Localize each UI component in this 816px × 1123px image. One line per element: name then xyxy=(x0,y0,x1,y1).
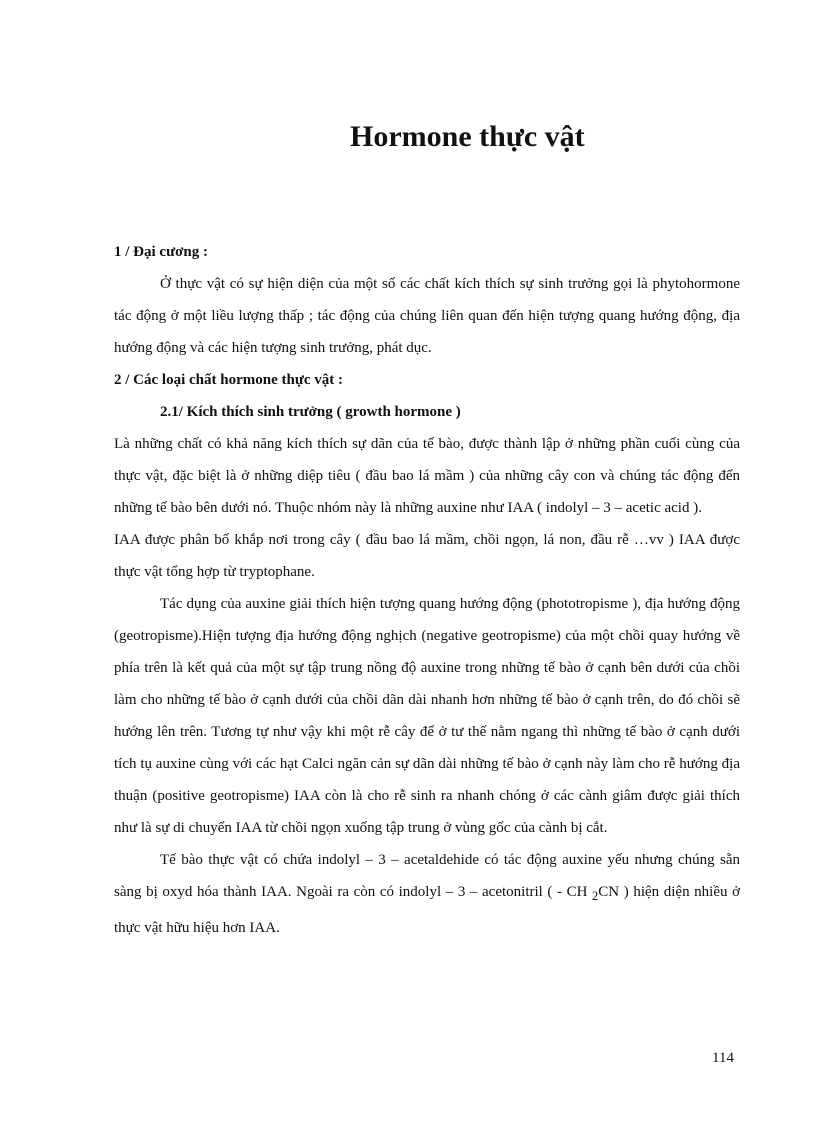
subscript-two: 2 xyxy=(592,889,599,903)
section-heading-hormone-types: 2 / Các loại chất hormone thực vật : xyxy=(114,372,343,388)
document-body xyxy=(114,236,740,944)
subsection-heading-growth-hormone: 2.1/ Kích thích sinh trưởng ( growth hormone ) xyxy=(160,404,461,420)
paragraph-indolyl-compounds xyxy=(114,844,740,944)
paragraph-general: Ở thực vật có sự hiện diện của một số các chất kích thích sự sinh trưởng gọi là phytohormone tác động ở một liều lượng thấp ; tác động của chúng liên quan đến hiện tượng quang hướng động, địa hướng động và các hiện tượng sinh trưởng, phát dục. xyxy=(114,276,740,356)
paragraph-indolyl-text-a: Tế bào thực vật có chứa indolyl – 3 – acetaldehide có tác động auxine yếu nhưng chúng sẵn sàng bị oxyd hóa thành IAA. Ngoài ra còn có indolyl – 3 – acetonitril ( - CH xyxy=(114,852,740,900)
section-heading-general: 1 / Đại cương : xyxy=(114,244,208,260)
paragraph-indolyl-text-b: CN ) hiện diện nhiều ở thực vật hữu hiệu hơn IAA. xyxy=(114,884,741,936)
paragraph-iaa-distribution: IAA được phân bố khắp nơi trong cây ( đầu bao lá mầm, chồi ngọn, lá non, đầu rễ …vv ) IAA được thực vật tổng hợp từ tryptophane. xyxy=(114,532,740,580)
paragraph-growth-definition: Là những chất có khả năng kích thích sự dãn của tế bào, được thành lập ở những phần cuối cùng của thực vật, đặc biệt là ở những diệp tiêu ( đầu bao lá mầm ) của những cây con và chúng tác động đến những tế bào bên dưới nó. Thuộc nhóm này là những auxine như IAA ( indolyl – 3 – acetic acid ). xyxy=(114,436,740,516)
page-title: Hormone thực vật xyxy=(350,120,585,153)
page-number: 114 xyxy=(712,1050,734,1066)
paragraph-auxine-effects: Tác dụng của auxine giải thích hiện tượng quang hướng động (phototropisme ), địa hướng động (geotropisme).Hiện tượng địa hướng động nghịch (negative geotropisme) của một chồi quay hướng về phía trên là kết quả của một sự tập trung nồng độ auxine trong những tế bào ở cạnh bên dưới của chồi làm cho những tế bào ở cạnh dưới của chồi dãn dài nhanh hơn những tế bào ở cạnh trên, do đó chồi sẽ hướng lên trên. Tương tự như vậy khi một rễ cây để ở tư thế nằm ngang thì những tế bào ở cạnh dưới tích tụ auxine cùng với các hạt Calci ngăn cản sự dãn dài những tế bào ở cạnh này làm cho rễ hướng địa thuận (positive geotropisme) IAA còn là cho rễ sinh ra nhanh chóng ở các cành giâm được giải thích như là sự di chuyển IAA từ chồi ngọn xuống tập trung ở vùng gốc của cành bị cắt. xyxy=(114,596,740,836)
